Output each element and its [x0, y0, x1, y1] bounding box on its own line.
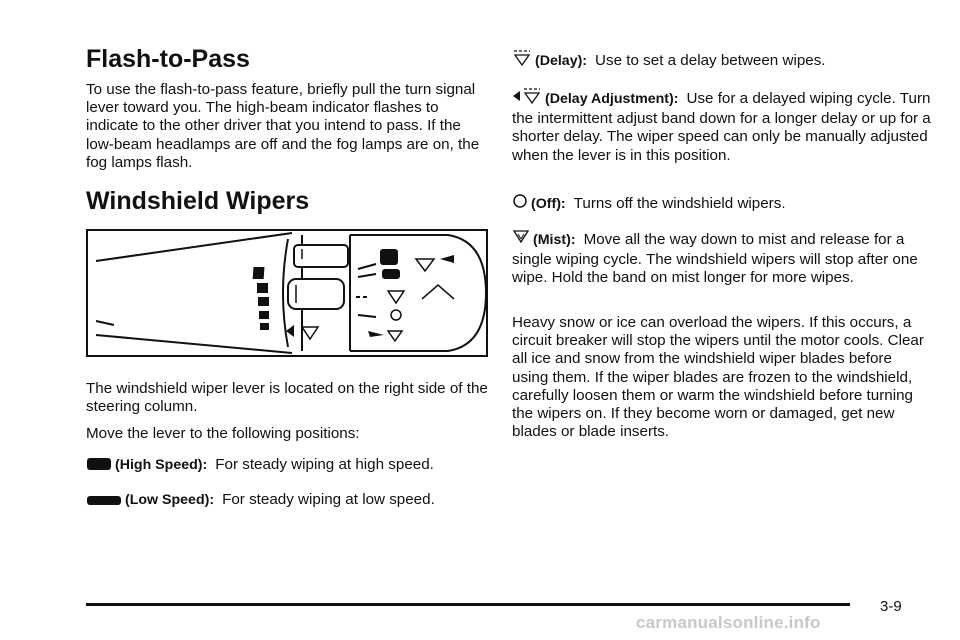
- heavy-snow-paragraph: Heavy snow or ice can overload the wipers. If this occurs, a circuit breaker will stop the wipers until the motor cools. Clear all ice and snow from the windshield wiper blades before using them. If the wiper blades are frozen to the windshield, carefully loosen them or warm the windshield before turning the wipers on. If they become worn or damaged, get new blades or blade inserts.: [512, 314, 924, 441]
- position-entry-delay-adjustment: [512, 87, 932, 165]
- wiper-lever-illustration: [86, 229, 488, 357]
- watermark-text: carmanualsonline.info: [636, 613, 821, 632]
- position-entry-delay: [512, 49, 932, 72]
- delay-icon: [512, 49, 532, 72]
- move-lever-instruction: Move the lever to the following positions:: [86, 425, 360, 442]
- low-speed-icon: [86, 493, 122, 511]
- position-description: For steady wiping at high speed.: [215, 456, 434, 473]
- position-entry-off: [512, 192, 932, 215]
- off-icon: [512, 192, 528, 215]
- position-term: (High Speed):: [115, 457, 208, 473]
- position-term: (Off):: [531, 196, 566, 212]
- right-column: [512, 0, 932, 640]
- section-heading-windshield-wipers: Windshield Wipers: [86, 187, 310, 215]
- position-term: (Delay Adjustment):: [545, 91, 679, 107]
- position-description: Turns off the windshield wipers.: [573, 195, 786, 212]
- position-description: For steady wiping at low speed.: [222, 491, 435, 508]
- position-term: (Mist):: [533, 232, 576, 248]
- position-description: Use to set a delay between wipes.: [595, 52, 826, 69]
- wiper-lever-drawing: [88, 231, 486, 355]
- delay-adjustment-icon: [512, 87, 542, 110]
- position-description: Use for a delayed wiping cycle. Turn the intermittent adjust band down for a longer delay or up for a shorter delay. The wiper speed can only be manually adjusted when the lever is in this position.: [512, 90, 931, 164]
- section-heading-flash-to-pass: Flash-to-Pass: [86, 45, 250, 73]
- position-entry-low-speed: [86, 491, 490, 511]
- wiper-lever-location-paragraph: The windshield wiper lever is located on the right side of the steering column.: [86, 380, 488, 416]
- position-entry-mist: [512, 228, 932, 288]
- mist-icon: [512, 228, 530, 251]
- left-column: [86, 0, 490, 640]
- footer-rule: [86, 603, 850, 606]
- position-term: (Delay):: [535, 53, 588, 69]
- page-number: 3-9: [880, 598, 902, 615]
- position-term: (Low Speed):: [125, 492, 215, 508]
- position-description: Move all the way down to mist and release for a single wiping cycle. The windshield wipers will stop after one wipe. Hold the band on mist longer for more wipes.: [512, 231, 918, 287]
- high-speed-icon: [86, 457, 112, 476]
- flash-to-pass-paragraph: To use the flash-to-pass feature, briefly pull the turn signal lever toward you. The high-beam indicator flashes to indicate to the other driver that you intend to pass. If the low-beam headlamps are off and the fog lamps are on, the fog lamps flash.: [86, 81, 480, 171]
- position-entry-high-speed: [86, 456, 490, 476]
